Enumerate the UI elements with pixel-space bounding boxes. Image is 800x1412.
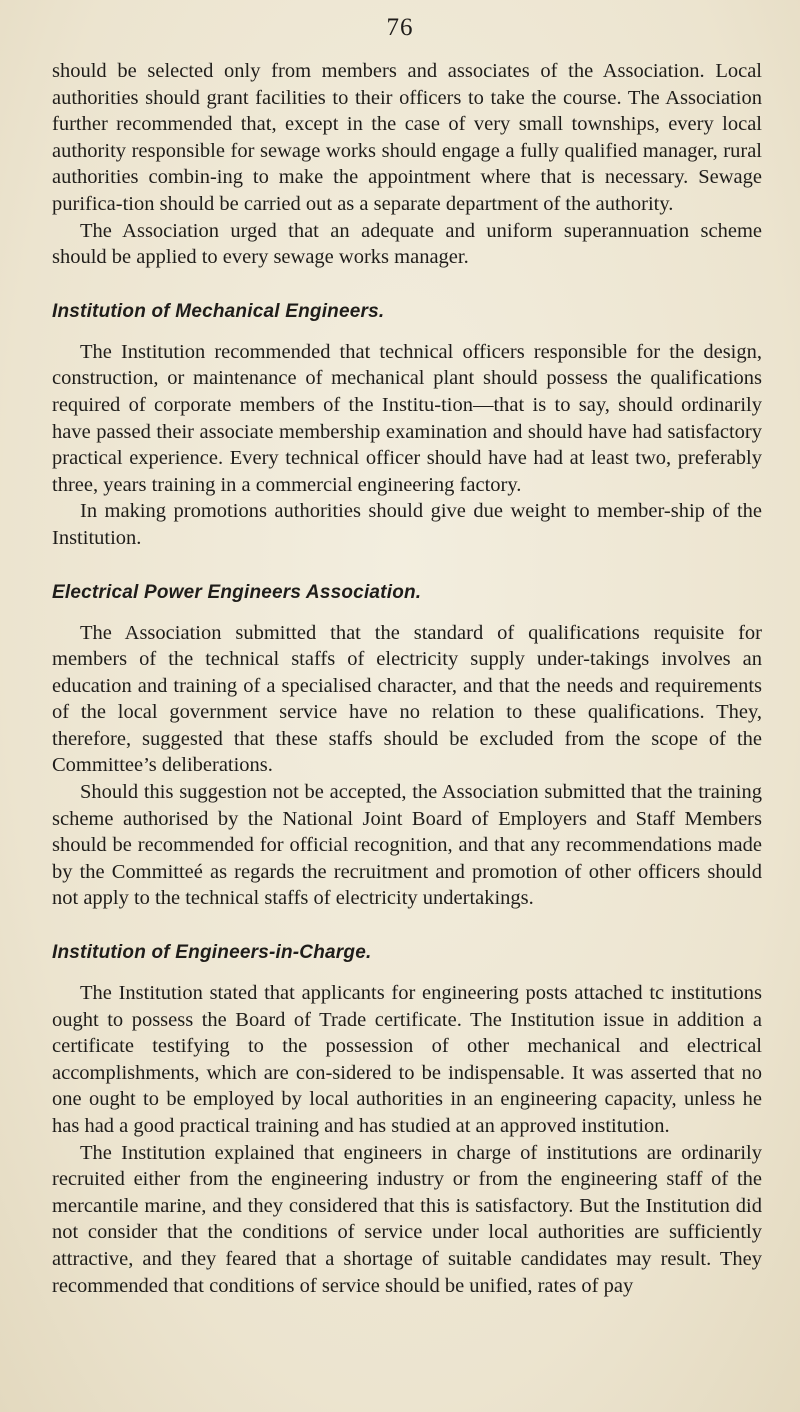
intro-paragraph-1: should be selected only from members and associates of the Association. Local authorities should grant facilities to their officers to take the course. The Association further recommended that, except in the case of very small townships, every local authority responsible for sewage works should engage a fully qualified manager, rural authorities combin-ing to make the appointment where that is necessary. Sewage purifica-tion should be carried out as a separate department of the authority. [52,60,762,215]
section-2-paragraph-1: The Association submitted that the standard of qualifications requisite for members of the technical staffs of electricity supply under-takings involves an education and training of a specialised character, and that the needs and requirements of the local government service have no relation to these qualifications. They, therefore, suggested that these staffs should be excluded from the scope of the Committee’s deliberations. [52,621,762,777]
section-heading-mechanical-engineers: Institution of Mechanical Engineers. [52,300,385,322]
section-1-paragraph-2: In making promotions authorities should give due weight to member-ship of the Institution. [52,500,762,549]
section-heading-electrical-power-engineers: Electrical Power Engineers Association. [52,581,422,603]
page-number: 76 [386,14,414,41]
section-3-paragraph-2: The Institution explained that engineers in charge of institutions are ordinarily recruited either from the engineering industry or from the engineering staff of the mercantile marine, and they considered that this is satisfactory. But the Institution did not consider that the conditions of service under local authorities are sufficiently attractive, and they feared that a shortage of suitable candidates may result. They recommended that conditions of service should be unified, rates of pay [52,1141,762,1297]
section-3-paragraph-1: The Institution stated that applicants for engineering posts attached tc institutions ought to possess the Board of Trade certificate. The Institution issue in addition a certificate testifying to the possession of other mechanical and electrical accomplishments, which are con-sidered to be indispensable. It was asserted that no one ought to be employed by local authorities in an engineering capacity, unless he has had a good practical training and has studied at an approved institution. [52,982,762,1137]
section-heading-engineers-in-charge: Institution of Engineers-in-Charge. [52,942,372,964]
section-1-paragraph-1: The Institution recommended that technical officers responsible for the design, construction, or maintenance of mechanical plant should possess the qualifications required of corporate members of the Institu-tion—that is to say, should ordinarily have passed their associate membership examination and should have had satisfactory practical experience. Every technical officer should have had at least two, preferably three, years training in a commercial engineering factory. [52,340,762,496]
intro-paragraph-2: The Association urged that an adequate and uniform superannuation scheme should be applied to every sewage works manager. [52,219,762,269]
section-2-paragraph-2: Should this suggestion not be accepted, the Association submitted that the training scheme authorised by the National Joint Board of Employers and Staff Members should be recommended for official recognition, and that any recommendations made by the Committeé as regards the recruitment and promotion of other officers should not apply to the technical staffs of electricity undertakings. [52,781,762,910]
page-content [52,58,762,1299]
